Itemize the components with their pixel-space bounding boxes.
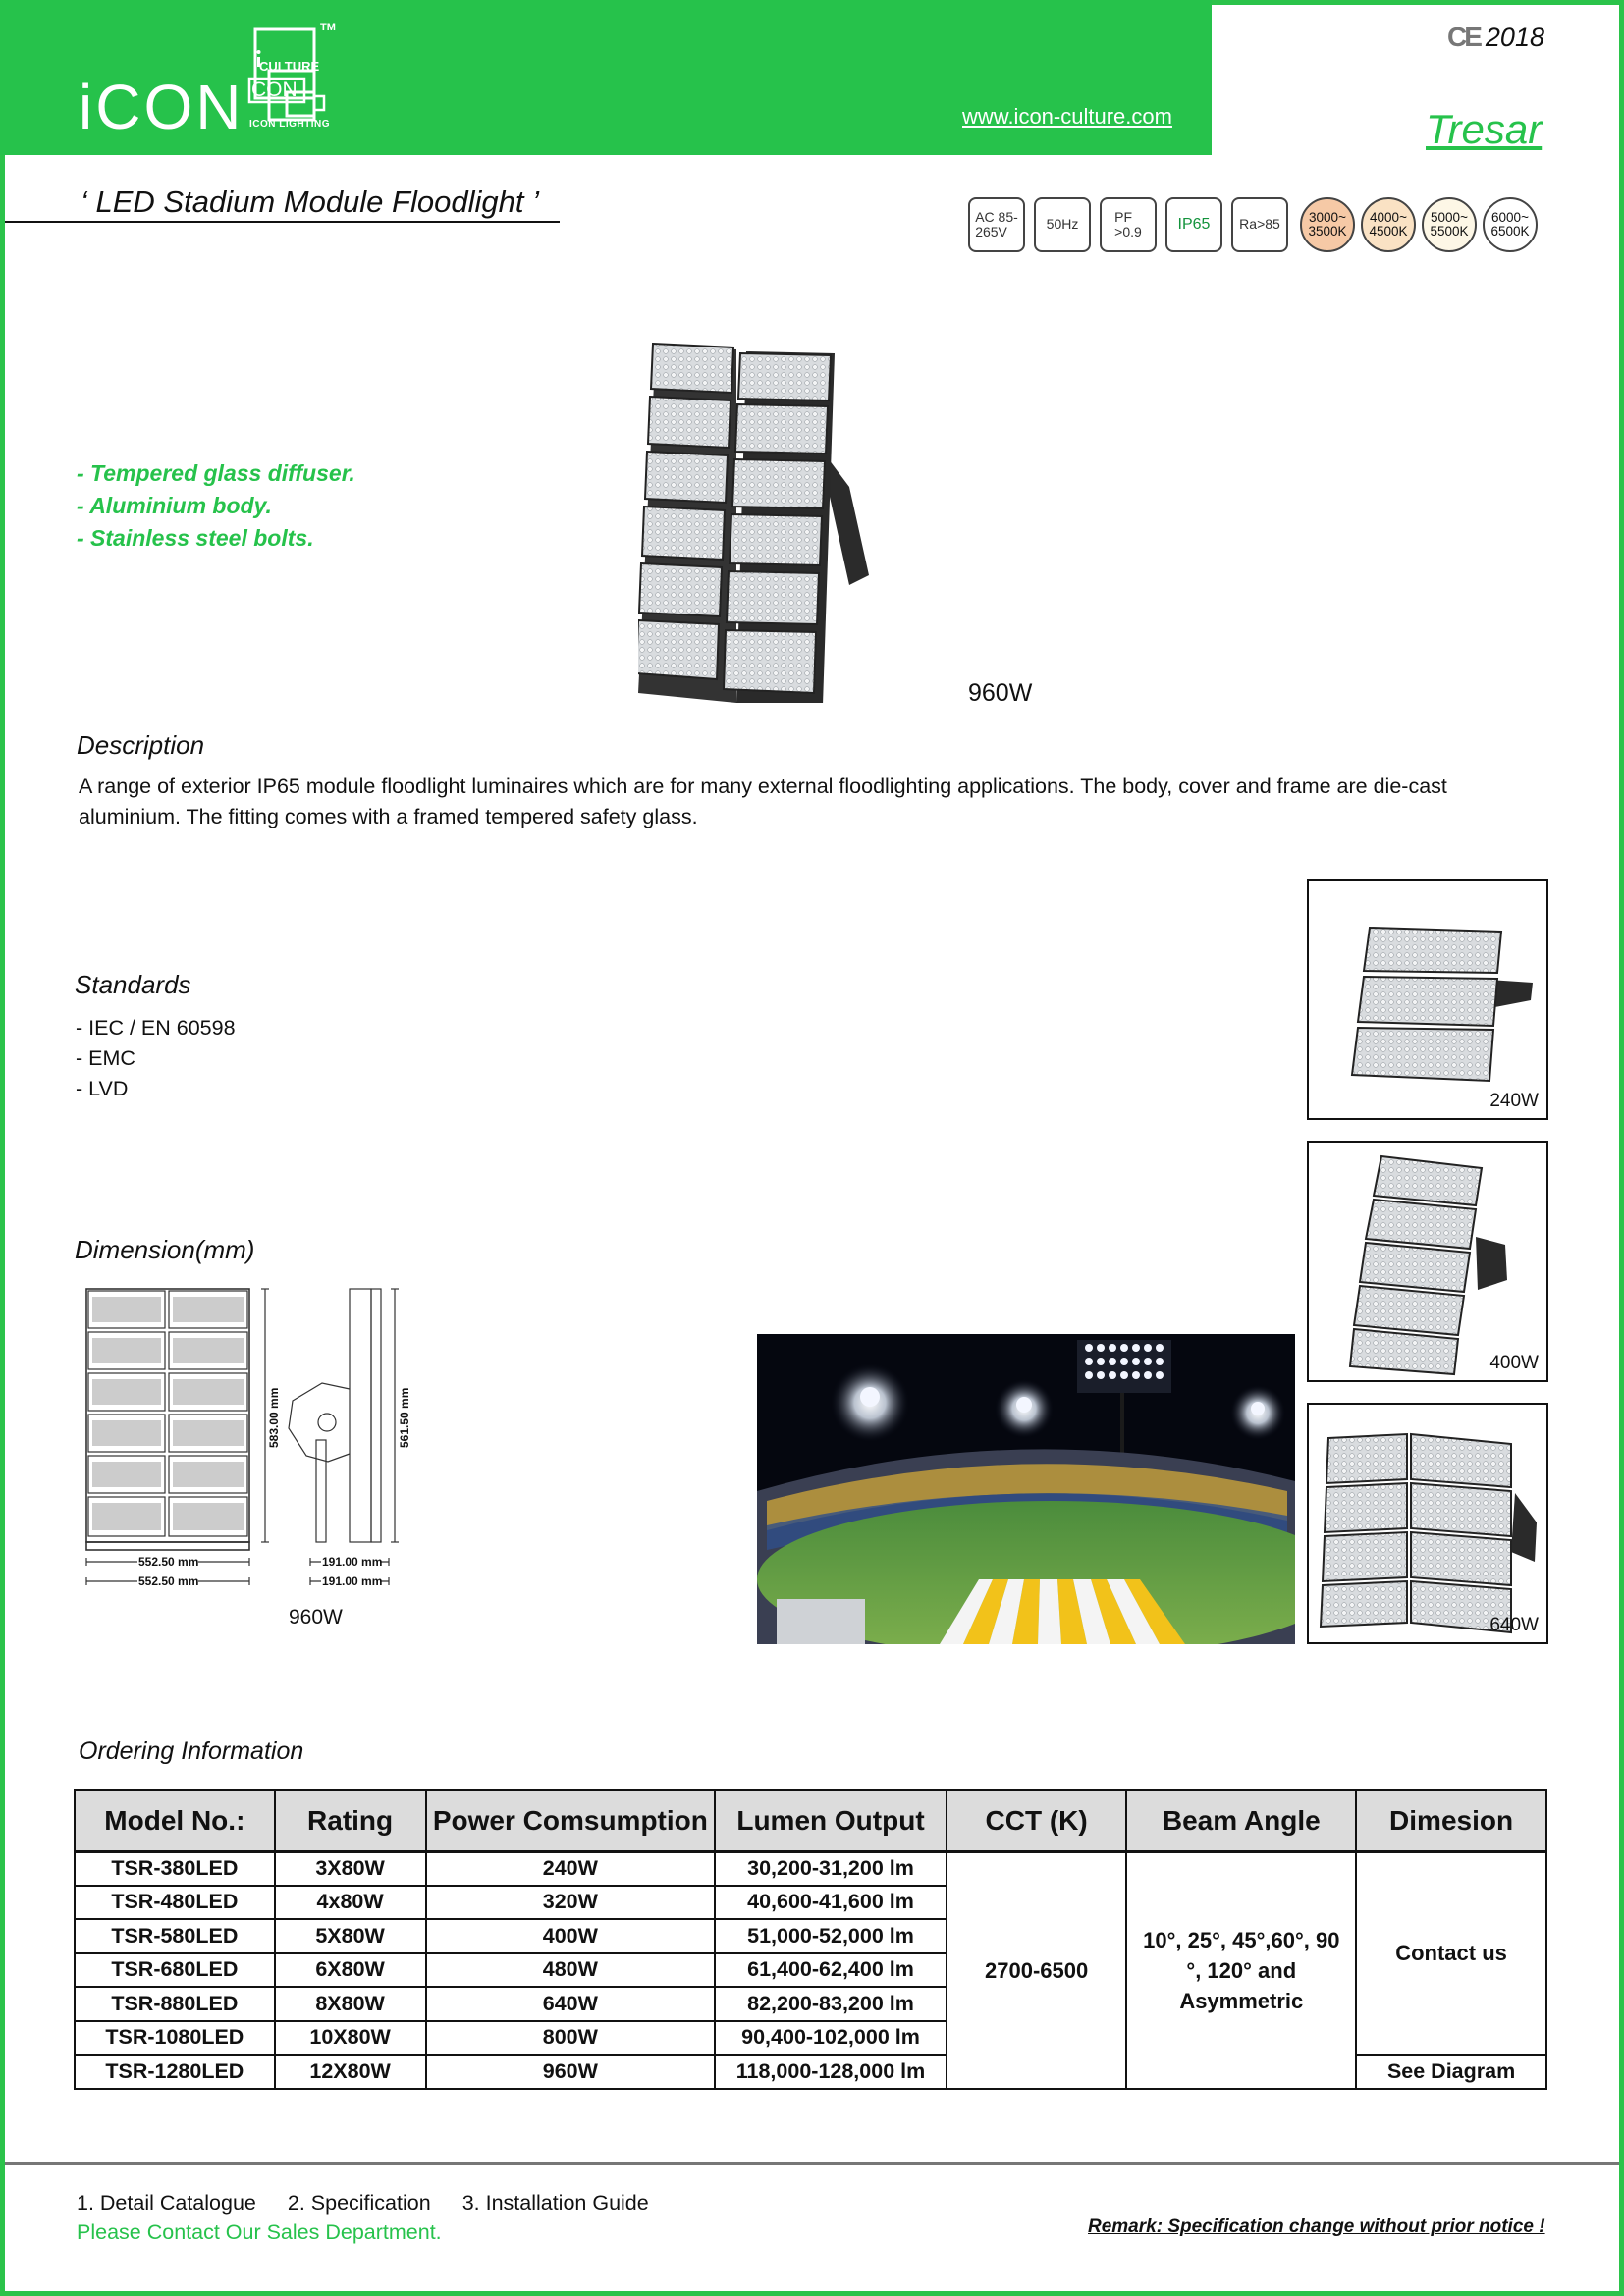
feature-item: - Aluminium body. (77, 493, 272, 518)
footer-remark: Remark: Specification change without prior notice ! (1088, 2216, 1545, 2237)
ce-year (1447, 22, 1544, 53)
description-text: A range of exterior IP65 module floodlight luminaires which are for many external floodlighting applications. The body, cover and frame are die-cast aluminium. The fitting comes with a framed tempered safety glass. (79, 774, 1447, 828)
model-cell: TSR-380LED (75, 1851, 275, 1886)
lumen-cell: 61,400-62,400 lm (715, 1953, 947, 1988)
standard-item: - LVD (76, 1077, 129, 1100)
model-cell: TSR-1080LED (75, 2021, 275, 2056)
table-row (75, 1851, 1546, 1886)
footer-links (77, 2191, 649, 2216)
lumen-cell: 90,400-102,000 lm (715, 2021, 947, 2056)
lumen-cell: 118,000-128,000 lm (715, 2055, 947, 2089)
frequency-badge: 50Hz (1034, 197, 1091, 252)
ordering-heading: Ordering Information (79, 1737, 304, 1765)
floodlight-400w-image (1309, 1143, 1550, 1384)
dim-width-label: 552.50 mm (138, 1555, 199, 1569)
model-cell: TSR-880LED (75, 1987, 275, 2021)
standards-list (76, 1013, 236, 1104)
col-header-lumen: Lumen Output (715, 1790, 947, 1851)
model-cell: TSR-1280LED (75, 2055, 275, 2089)
thumbnail-label: 640W (1489, 1615, 1539, 1635)
thumbnail-400w (1307, 1141, 1548, 1382)
rating-cell: 3X80W (275, 1851, 426, 1886)
table-header-row (75, 1790, 1546, 1851)
footer-divider (5, 2162, 1619, 2165)
power-cell: 320W (426, 1886, 716, 1920)
footer-link-catalogue[interactable]: 1. Detail Catalogue (77, 2191, 256, 2215)
power-cell: 480W (426, 1953, 716, 1988)
year: 2018 (1485, 22, 1544, 52)
thumbnail-240w (1307, 879, 1548, 1120)
spec-badges (968, 197, 1543, 252)
logo-icon (247, 24, 338, 132)
thumbnail-label: 400W (1489, 1353, 1539, 1373)
cct-badge-cool: 5000~ 5500K (1422, 197, 1477, 252)
dim-depth-label: 191.00 mm (322, 1575, 383, 1588)
voltage-badge: AC 85- 265V (968, 197, 1025, 252)
col-header-dimension: Dimesion (1356, 1790, 1546, 1851)
ce-mark-icon: CE (1447, 22, 1480, 52)
stadium-photo (757, 1334, 1295, 1644)
logo-con: CON (251, 79, 298, 101)
dim-depth-label: 191.00 mm (322, 1555, 383, 1569)
col-header-model: Model No.: (75, 1790, 275, 1851)
rating-cell: 10X80W (275, 2021, 426, 2056)
rating-cell: 12X80W (275, 2055, 426, 2089)
dimension-drawing (79, 1281, 511, 1605)
dim-height-label: 583.00 mm (267, 1387, 281, 1448)
model-cell: TSR-680LED (75, 1953, 275, 1988)
product-title: ‘ LED Stadium Module Floodlight ’ (81, 185, 539, 219)
thumbnail-640w (1307, 1403, 1548, 1644)
brand-name: Tresar (1426, 106, 1543, 152)
power-cell: 960W (426, 2055, 716, 2089)
feature-item: - Tempered glass diffuser. (77, 460, 355, 486)
dimension-diagram-cell: See Diagram (1356, 2055, 1546, 2089)
ip-rating-badge: IP65 (1165, 197, 1222, 252)
lumen-cell: 82,200-83,200 lm (715, 1987, 947, 2021)
trademark: TM (320, 22, 336, 33)
power-cell: 640W (426, 1987, 716, 2021)
footer-link-installation[interactable]: 3. Installation Guide (461, 2191, 649, 2215)
col-header-beam: Beam Angle (1126, 1790, 1356, 1851)
website-link[interactable]: www.icon-culture.com (962, 104, 1172, 129)
footer-contact: Please Contact Our Sales Department. (77, 2220, 442, 2244)
cct-badge-daylight: 6000~ 6500K (1483, 197, 1538, 252)
power-cell: 240W (426, 1851, 716, 1886)
feature-list (77, 457, 355, 555)
description-heading: Description (77, 730, 205, 760)
rating-cell: 8X80W (275, 1987, 426, 2021)
dim-width-label: 552.50 mm (138, 1575, 199, 1588)
footer-link-specification[interactable]: 2. Specification (287, 2191, 431, 2215)
lumen-cell: 51,000-52,000 lm (715, 1919, 947, 1953)
logo-culture: CULTURE (259, 59, 320, 74)
cct-badge-warm: 3000~ 3500K (1300, 197, 1355, 252)
power-factor-badge: PF >0.9 (1100, 197, 1157, 252)
logo-wordmark: iCON (79, 72, 244, 142)
hero-floodlight-image (638, 340, 982, 703)
ordering-table (74, 1789, 1547, 2090)
rating-cell: 5X80W (275, 1919, 426, 1953)
cct-badge-neutral: 4000~ 4500K (1361, 197, 1416, 252)
dimension-heading: Dimension(mm) (75, 1235, 255, 1264)
logo-subtitle: ICON LIGHTING (249, 119, 331, 130)
standard-item: - EMC (76, 1046, 135, 1070)
standards-heading: Standards (75, 970, 191, 999)
col-header-power: Power Comsumption (426, 1790, 716, 1851)
power-cell: 800W (426, 2021, 716, 2056)
cct-cell: 2700-6500 (947, 1851, 1127, 2089)
thumbnail-label: 240W (1489, 1091, 1539, 1111)
header-banner (0, 0, 1212, 155)
hero-wattage-label: 960W (968, 679, 1033, 707)
title-underline (5, 221, 560, 223)
rating-cell: 4x80W (275, 1886, 426, 1920)
model-cell: TSR-480LED (75, 1886, 275, 1920)
lumen-cell: 40,600-41,600 lm (715, 1886, 947, 1920)
lumen-cell: 30,200-31,200 lm (715, 1851, 947, 1886)
model-cell: TSR-580LED (75, 1919, 275, 1953)
dimension-wattage-label: 960W (289, 1606, 343, 1629)
cri-badge: Ra>85 (1231, 197, 1288, 252)
col-header-rating: Rating (275, 1790, 426, 1851)
rating-cell: 6X80W (275, 1953, 426, 1988)
beam-angle-cell: 10°, 25°, 45°,60°, 90 °, 120° and Asymmetric (1126, 1851, 1356, 2089)
floodlight-640w-image (1309, 1405, 1550, 1646)
col-header-cct: CCT (K) (947, 1790, 1127, 1851)
floodlight-240w-image (1309, 881, 1550, 1122)
standard-item: - IEC / EN 60598 (76, 1016, 236, 1040)
power-cell: 400W (426, 1919, 716, 1953)
dim-height-label: 561.50 mm (398, 1387, 411, 1448)
feature-item: - Stainless steel bolts. (77, 525, 314, 551)
dimension-contact-cell: Contact us (1356, 1851, 1546, 2055)
